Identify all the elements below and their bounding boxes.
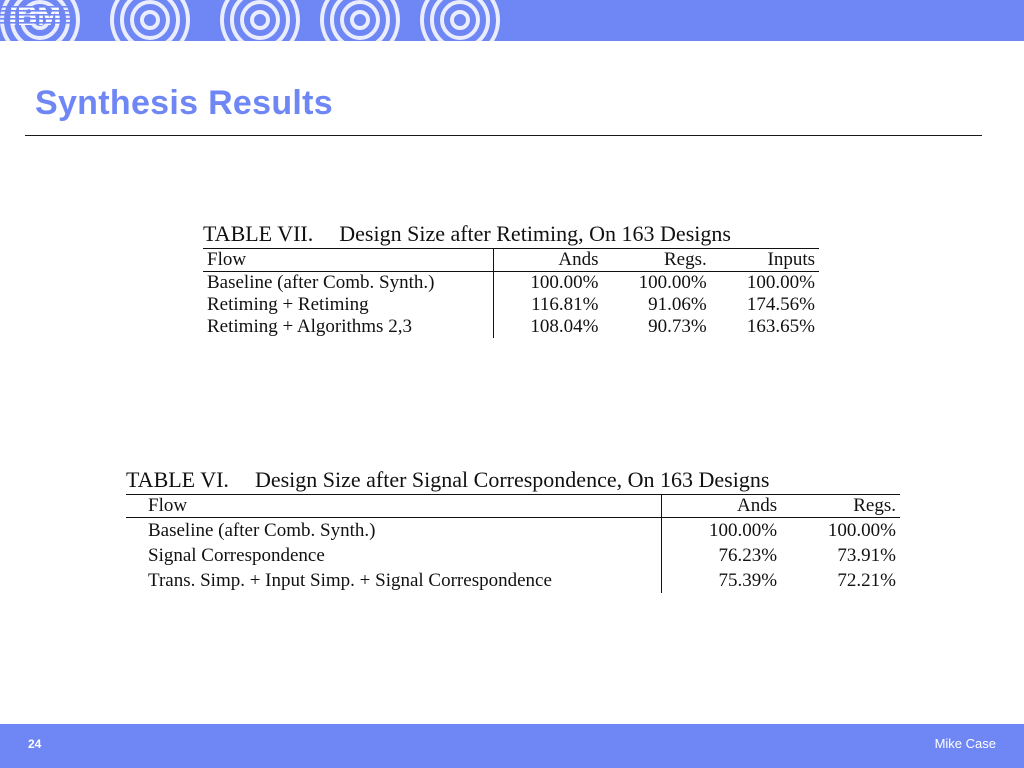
title-divider — [25, 135, 982, 136]
table-cell: Trans. Simp. + Input Simp. + Signal Correspondence — [126, 568, 662, 593]
table-vi-caption — [126, 467, 900, 495]
table-cell: 174.56% — [746, 294, 815, 315]
table-cell: Retiming + Retiming — [203, 294, 494, 316]
table-cell: 76.23% — [718, 545, 778, 566]
table-cell: Baseline (after Comb. Synth.) — [203, 272, 494, 295]
table-row — [203, 272, 819, 295]
table-header-row — [203, 249, 819, 272]
footer-bar — [0, 724, 1024, 768]
column-header: Ands — [494, 249, 603, 272]
table-cell: 91.06% — [648, 294, 707, 315]
slide-title: Synthesis Results — [35, 84, 333, 122]
table-vii-caption — [203, 221, 819, 249]
table-vi-caption-text: Design Size after Signal Correspondence, On 163 Designs — [254, 467, 770, 492]
table-cell: 100.00% — [530, 272, 599, 293]
concentric-circles-pattern — [0, 0, 520, 41]
column-header: Regs. — [602, 249, 710, 272]
table-cell: 100.00% — [827, 520, 896, 541]
column-header: Regs. — [781, 495, 900, 518]
table-row — [126, 543, 900, 568]
table-header-row — [126, 495, 900, 518]
table-cell: 163.65% — [746, 316, 815, 337]
column-header: Inputs — [711, 249, 819, 272]
top-banner — [0, 0, 1024, 41]
table-cell: Signal Correspondence — [126, 543, 662, 568]
table-vii-caption-text: Design Size after Retiming, On 163 Designs — [339, 221, 731, 246]
table-cell: 108.04% — [530, 316, 599, 337]
table-cell: 72.21% — [837, 570, 896, 591]
table-row — [126, 568, 900, 593]
table-cell: Retiming + Algorithms 2,3 — [203, 316, 494, 338]
table-vii-caption-number: TABLE VII. — [203, 221, 314, 246]
table-vi-caption-number: TABLE VI. — [126, 467, 229, 492]
table-row — [203, 294, 819, 316]
table-vi-grid — [126, 495, 900, 593]
table-vii-grid — [203, 249, 819, 338]
column-header: Ands — [662, 495, 782, 518]
table-row — [203, 316, 819, 338]
table-cell: 75.39% — [718, 570, 778, 591]
table-cell: 116.81% — [531, 294, 599, 315]
table-cell: 90.73% — [648, 316, 707, 337]
page-number: 24 — [28, 737, 42, 751]
column-header: Flow — [126, 495, 662, 518]
table-cell: 100.00% — [746, 272, 815, 293]
table-cell: 100.00% — [709, 520, 778, 541]
table-cell: 73.91% — [837, 545, 896, 566]
table-vii — [203, 221, 819, 338]
column-header: Flow — [203, 249, 494, 272]
table-row — [126, 518, 900, 544]
table-cell: 100.00% — [638, 272, 707, 293]
table-cell: Baseline (after Comb. Synth.) — [126, 518, 662, 544]
ibm-logo-icon — [0, 0, 70, 30]
table-vi — [126, 467, 900, 593]
footer-author: Mike Case — [934, 736, 996, 751]
